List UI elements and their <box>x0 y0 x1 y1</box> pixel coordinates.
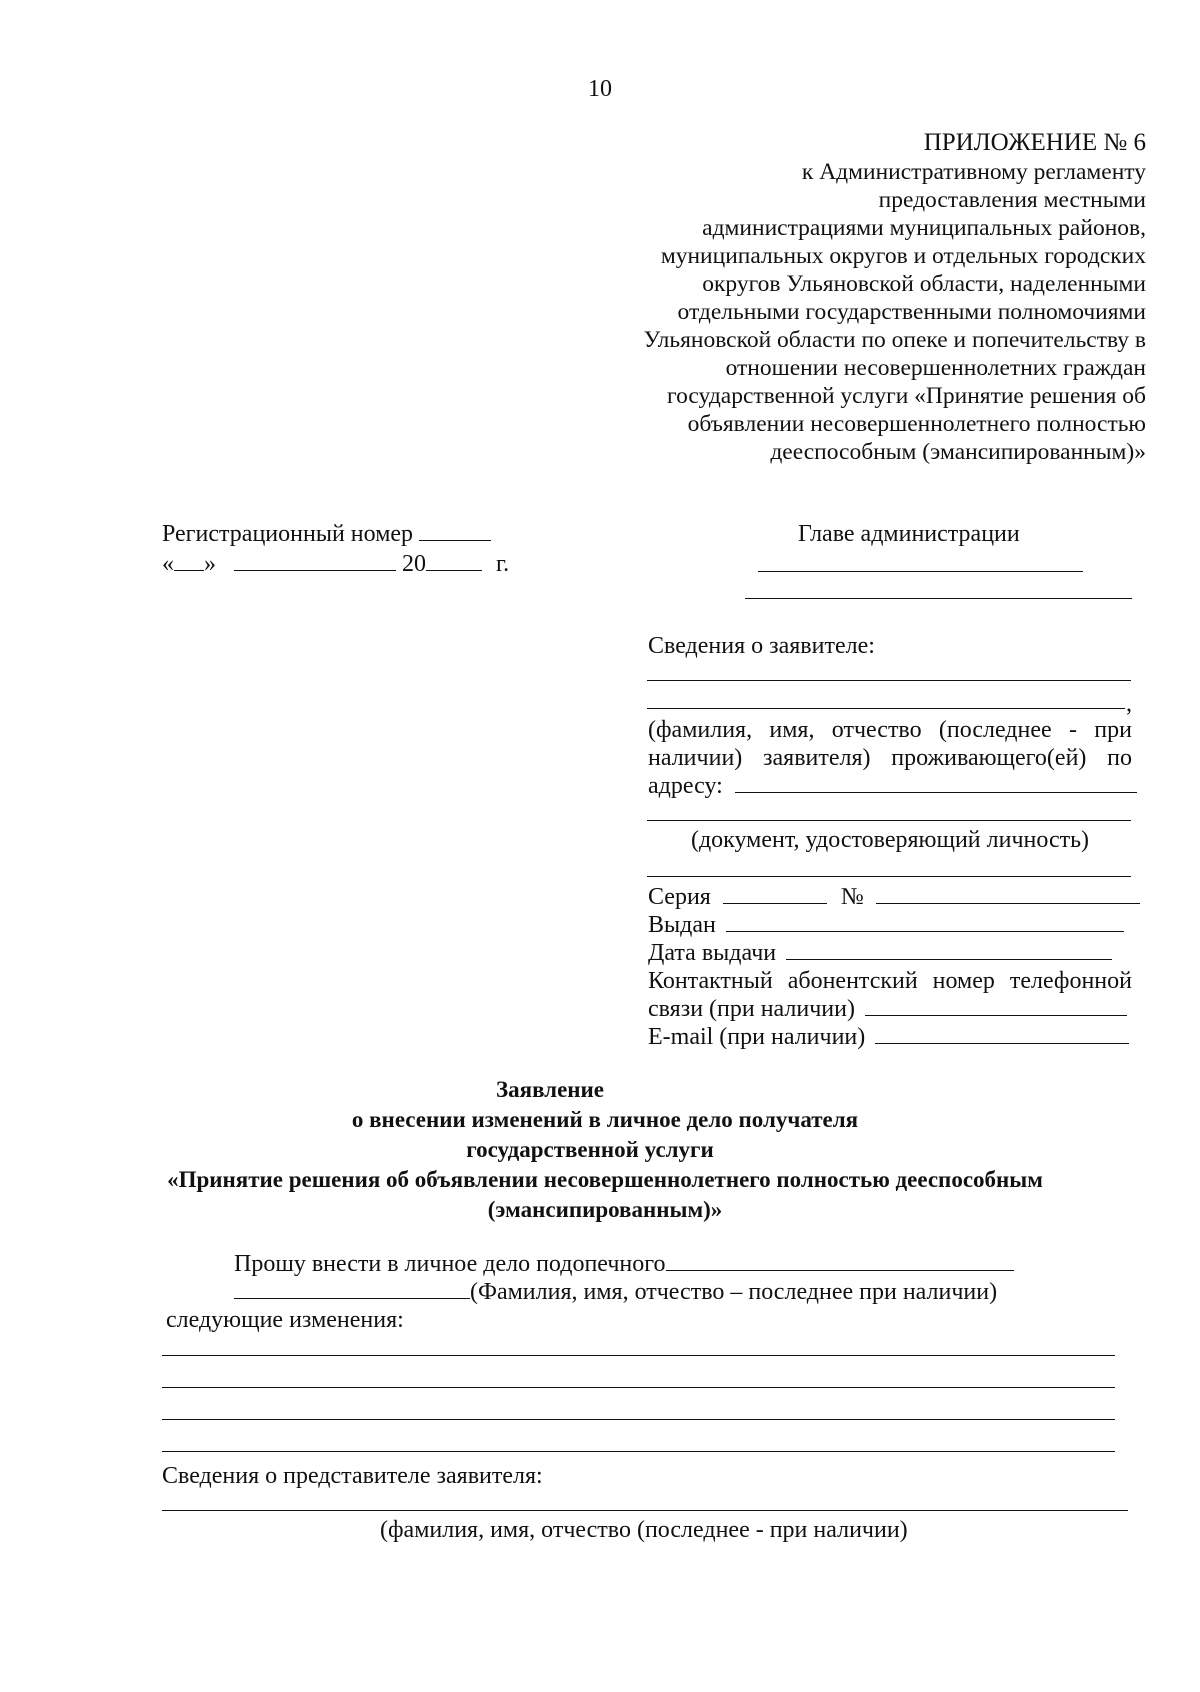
registration-month-field[interactable] <box>234 550 396 571</box>
addressee-line-1[interactable] <box>758 571 1083 572</box>
registration-year-field[interactable] <box>426 550 482 571</box>
document-number-label: № <box>840 884 864 910</box>
applicant-name-line-2[interactable] <box>647 708 1125 709</box>
appendix-line: отношении несовершеннолетних граждан <box>725 355 1146 381</box>
statement-title: Заявление <box>495 1077 605 1102</box>
address-field[interactable] <box>735 772 1137 793</box>
registration-number-row <box>162 520 491 549</box>
phone-label-2: связи (при наличии) <box>648 996 855 1022</box>
changes-line-4[interactable] <box>162 1451 1115 1452</box>
statement-subtitle-line: «Принятие решения об объявлении несовершеннолетнего полностью дееспособным <box>167 1167 1043 1192</box>
quote-close: » <box>204 551 216 577</box>
statement-subtitle-line: о внесении изменений в личное дело получателя <box>351 1107 859 1132</box>
ward-name-field-2[interactable] <box>234 1278 470 1299</box>
phone-field[interactable] <box>865 995 1127 1016</box>
applicant-section-label: Сведения о заявителе: <box>648 633 875 659</box>
series-label: Серия <box>648 884 711 910</box>
changes-line-3[interactable] <box>162 1419 1115 1420</box>
appendix-line: муниципальных округов и отдельных городских <box>660 243 1146 269</box>
address-row <box>648 772 1137 801</box>
issued-row <box>648 911 1124 940</box>
document-caption: (документ, удостоверяющий личность) <box>690 827 1090 853</box>
representative-section-label: Сведения о представителе заявителя: <box>162 1463 543 1489</box>
appendix-line: государственной услуги «Принятие решения об <box>667 383 1146 409</box>
issued-label: Выдан <box>648 912 716 938</box>
representative-name-line[interactable] <box>162 1510 1128 1511</box>
request-text: Прошу внести в личное дело подопечного <box>234 1251 666 1277</box>
appendix-header <box>580 128 1146 466</box>
changes-label: следующие изменения: <box>166 1307 404 1333</box>
issue-date-field[interactable] <box>786 939 1112 960</box>
appendix-line: предоставления местными <box>878 187 1146 213</box>
email-field[interactable] <box>875 1023 1129 1044</box>
statement-subtitle-line: государственной услуги <box>466 1137 714 1162</box>
quote-open: « <box>162 551 174 577</box>
changes-line-2[interactable] <box>162 1387 1115 1388</box>
issued-field[interactable] <box>726 911 1124 932</box>
address-label: адресу: <box>648 773 723 799</box>
changes-line-1[interactable] <box>162 1355 1115 1356</box>
ward-name-field[interactable] <box>666 1250 1014 1271</box>
address-line-2[interactable] <box>647 820 1131 821</box>
page-number: 10 <box>588 76 612 102</box>
applicant-name-caption-1: (фамилия, имя, отчество (последнее - при <box>648 717 1132 743</box>
representative-name-caption: (фамилия, имя, отчество (последнее - при наличии) <box>380 1517 908 1543</box>
appendix-line: отдельными государственными полномочиями <box>677 299 1146 325</box>
registration-year-prefix: 20 <box>402 551 426 577</box>
statement-subtitle-line: (эмансипированным)» <box>487 1197 723 1222</box>
appendix-line: округов Ульяновской области, наделенными <box>702 271 1146 297</box>
applicant-name-comma: , <box>1126 691 1132 717</box>
addressee-line-2[interactable] <box>745 598 1132 599</box>
registration-year-suffix: г. <box>496 551 510 577</box>
email-row <box>648 1023 1129 1052</box>
registration-number-field[interactable] <box>419 520 491 541</box>
ward-name-caption-row <box>234 1278 997 1307</box>
issue-date-label: Дата выдачи <box>648 940 777 966</box>
ward-name-caption: (Фамилия, имя, отчество – последнее при наличии) <box>470 1279 998 1305</box>
request-row <box>234 1250 1014 1279</box>
appendix-line: администрациями муниципальных районов, <box>702 215 1146 241</box>
appendix-title: ПРИЛОЖЕНИЕ № 6 <box>923 129 1146 156</box>
document-line[interactable] <box>647 876 1131 877</box>
appendix-line: объявлении несовершеннолетнего полностью <box>687 411 1146 437</box>
issue-date-row <box>648 939 1112 968</box>
applicant-name-line-1[interactable] <box>647 680 1131 681</box>
registration-day-field[interactable] <box>174 550 204 571</box>
series-field[interactable] <box>723 883 827 904</box>
email-label: E-mail (при наличии) <box>648 1024 866 1050</box>
registration-date-row <box>162 550 509 579</box>
appendix-line: к Административному регламенту <box>801 159 1146 185</box>
registration-number-label: Регистрационный номер <box>162 521 414 547</box>
applicant-name-caption-2: наличии) заявителя) проживающего(ей) по <box>648 745 1132 771</box>
phone-row <box>648 995 1127 1024</box>
addressee-label: Главе администрации <box>798 521 1020 547</box>
appendix-line: дееспособным (эмансипированным)» <box>770 439 1146 465</box>
document-number-field[interactable] <box>876 883 1140 904</box>
appendix-line: Ульяновской области по опеке и попечительству в <box>643 327 1146 353</box>
series-row <box>648 883 1140 912</box>
phone-label-1: Контактный абонентский номер телефонной <box>648 968 1132 994</box>
